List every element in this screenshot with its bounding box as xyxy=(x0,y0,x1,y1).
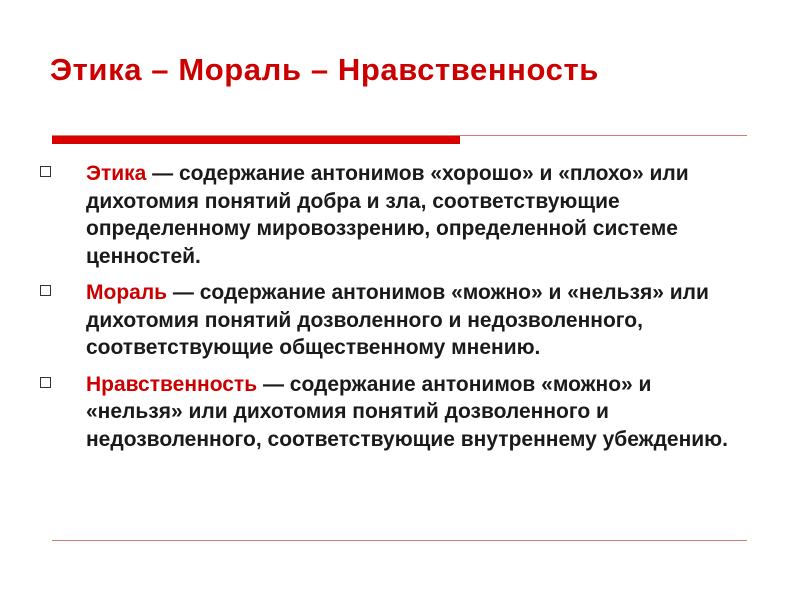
definition-morality: — содержание антонимов «можно» и «нельзя» или дихотомия понятий дозволенного и недозволенного, соответствующие общественному мнению. xyxy=(86,281,709,359)
hollow-square-icon xyxy=(40,166,51,177)
definition-list xyxy=(40,160,730,462)
definition-item-morality xyxy=(40,279,730,362)
definition-item-moral-sense xyxy=(40,371,730,454)
definition-ethics: — содержание антонимов «хорошо» и «плохо» или дихотомия понятий добра и зла, соответствующие определенному мировоззрению, определенной системе ценностей. xyxy=(86,162,689,268)
hollow-square-icon xyxy=(40,377,51,388)
divider-accent-bar xyxy=(52,136,460,144)
divider-thin-bottom xyxy=(52,540,747,541)
term-morality: Мораль xyxy=(86,281,168,304)
hollow-square-icon xyxy=(40,285,51,296)
term-ethics: Этика xyxy=(86,162,147,185)
definition-item-ethics xyxy=(40,160,730,270)
term-moral-sense: Нравственность xyxy=(86,372,258,396)
definition-moral-sense: — содержание антонимов «можно» и «нельзя» или дихотомия понятий дозволенного и недозволенного, соответствующие внутреннему убеждению. xyxy=(86,372,728,451)
slide-title: Этика – Мораль – Нравственность xyxy=(50,52,599,87)
